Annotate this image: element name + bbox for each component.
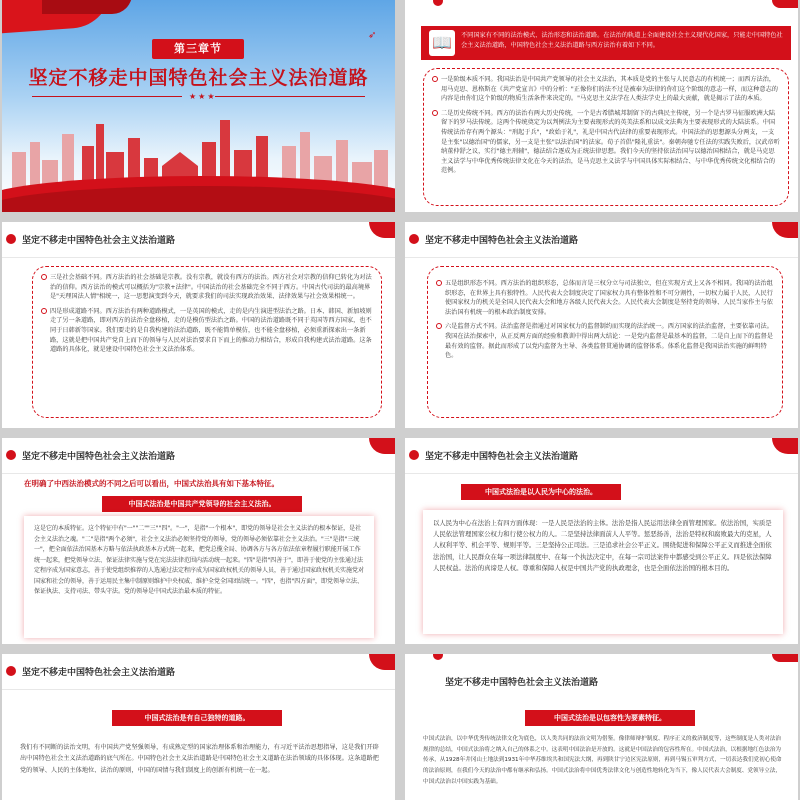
slide-header bbox=[405, 438, 798, 474]
content-box bbox=[423, 68, 789, 206]
bullet-icon bbox=[41, 274, 47, 280]
corner-decoration bbox=[369, 438, 395, 454]
point-1-text: 一是阶级本质不同。我国法治是中国共产党领导的社会主义法治，其本质是党的主张与人民意志的有机统一；而西方法治，用马克思、恩格斯在《共产党宣言》中的分析："正像你们的法不过是被奉为法律的你们这个阶级的意志一样，而这种意志的内容是由你们这个阶级的物质生活条件来决定的。"马克思主义法学在人类法学史上的最大贡献，就是揭示了法的本质。 bbox=[441, 76, 778, 103]
cover-title: 坚定不移走中国特色社会主义法治道路 bbox=[28, 67, 369, 89]
bullet-icon bbox=[41, 308, 47, 314]
header-title: 坚定不移走中国特色社会主义法治道路 bbox=[22, 236, 176, 246]
slide-top-bar bbox=[405, 654, 798, 662]
feature-text: 这是它的本质特征。这个特征中有"一""二""三""四"。"一"，是指"一个根本"，即党的领导是社会主义法治的根本保证，是社会主义法治之魂。"二"是指"两个必须"，社会主义法治必须坚持党的领导，党的领导必须依靠社会主义法治。"三"是指"三统一"，把全面依法治国基本方略与依法执政基本方式统一起来，把党总揽全局、协调各方与各方依法依章程履行职能开展工作统一起来，把党领导立法、保证法律实施与党在宪法法律范围内活动统一起来。"四"是指"四善于"，即善于使党的主张通过法定程序成为国家意志，善于使党组织推荐的人选通过法定程序成为国家政权机关的领导人员，善于通过国家政权机关实施党对国家和社会的领导，善于运用民主集中制原则维护中央权威、维护全党全国团结统一。"四"，也指"四方面"，即党领导立法、保证执法、支持司法、带头守法。党的领导是中国式法治最本质的特征。 bbox=[34, 525, 365, 595]
bullet-icon bbox=[436, 323, 442, 329]
feature-bar: 中国式法治是以人民为中心的法治。 bbox=[461, 484, 621, 500]
slide-unique-path bbox=[2, 654, 395, 800]
header-dot bbox=[6, 450, 16, 460]
feature-panel bbox=[423, 510, 783, 634]
chapter-badge: 第三章节 bbox=[152, 39, 244, 59]
header-dot bbox=[6, 666, 16, 676]
corner-decoration bbox=[369, 222, 395, 238]
header-title: 坚定不移走中国特色社会主义法治道路 bbox=[425, 452, 579, 462]
header-dot bbox=[409, 234, 419, 244]
point-2-text: 二是历史传统不同。西方的法治有两大历史传统，一个是古希腊城邦制留下的古典民主传统，另一个是古罗马征服欧洲大陆留下的罗马法传统。这两个传统奠定为以判例法为主要表现形式的英美法系和以成文法典为主要表现形式的大陆法系。中国传统法治存有两个源头："刑起于兵"，"政始于礼"，礼是中国古代法律的重要表现形式。中国法治的思想源头分两支，一支是主张"以德治国"的儒家，另一支是主张"以法治国"的法家。荀子首倡"隆礼重法"。秦朝奔驰专任法的实践失败后，汉武帝听纳董仲舒之议，实行"德主刑辅"，德法结合逐成为正统法律思想。我们今天的坚持依法治国与以德治国相结合，就是马克思主义法学与中华优秀传统法律文化在今天的法治，是马克思主义法学与中国具体实际相结合、与中华优秀传统文化相结合的范例。 bbox=[441, 109, 780, 175]
slide-header bbox=[405, 664, 798, 700]
feature-text: 中国式法治，以中华优秀传统法律文化为底色，以人类共同的法治文明为借鉴。像律师辩护制度、程序正义的救济制度等，这些制度是人类对法治规律的总结，中国式法治将之纳入自己的体系之中。这表明中国法治是开放的。这就是中国法治的包容性所在。中国式法治，以根据地红色法治为传承，从1928年井冈山土地法到1931年中华苏维埃共和国宪法大纲，再到陕甘宁边区宪法原则，再到马锡五审判方式，一切表达我们党初心使命的法治原则，在我们今天的法治中都有继承和弘扬。中国式法治将中国优秀法律文化与创造性地转化为当下，像人民代表大会制度、党领导立法，中国式法治以中国实践为基础。 bbox=[423, 736, 782, 785]
point-5 bbox=[436, 279, 774, 317]
header-dot bbox=[6, 234, 16, 244]
point-4-text: 四是形成道路不同。西方法治有两种道路模式，一是英国的模式，走的是内生演进型法治之路。日本、韩国、新加坡则走了另一条道路，即对西方的法治全盘移植，走的是模仿型法治之路。中国的法治道路既不同于英国等西方国家，也不同于日韩新等国家。我们要走的是自我构建的法治道路，既不能简单模仿，也不能全盘移植，必须重新探索出一条新路，这就是把中国共产党自上而下的领导与人民对法治要求自下而上的推动力相结合，形成自我构建式法治道路。这条道路的具体化，就是建设中国特色社会主义法治体系。 bbox=[50, 307, 372, 354]
slide-header bbox=[2, 438, 395, 474]
lead-sentence: 在明确了中西法治模式的不同之后可以看出，中国式法治具有如下基本特征。 bbox=[24, 479, 279, 488]
slide-header bbox=[2, 654, 395, 690]
slide-top-bar bbox=[405, 0, 798, 8]
point-1 bbox=[432, 75, 780, 104]
point-5-text: 五是组织形态不同。西方法治的组织形态，总体而言是三权分立与司法独立，但在实现方式上又各不相同。我国的法治组织形态，在世界上具有独特性。人民代表大会制度决定了国家权力具有整体性和不可分割性，一切权力属于人民，人民行使国家权力的机关是全国人民代表大会和地方各级人民代表大会。人民代表大会制度是坚持党的领导、人民当家作主与依法治国有机统一的根本政治制度安排。 bbox=[445, 280, 773, 316]
title-divider-right bbox=[215, 96, 365, 97]
header-title: 坚定不移走中国特色社会主义法治道路 bbox=[22, 668, 176, 678]
title-divider-left bbox=[32, 96, 182, 97]
cover-slide bbox=[2, 0, 395, 212]
star-icon: ★★★ bbox=[189, 92, 217, 101]
header-title: 坚定不移走中国特色社会主义法治道路 bbox=[445, 678, 599, 688]
red-flag-fold bbox=[42, 0, 132, 14]
slide-people-centered bbox=[405, 438, 798, 644]
intro-banner bbox=[421, 26, 791, 60]
corner-decoration bbox=[772, 0, 798, 8]
bullet-icon bbox=[432, 76, 438, 82]
corner-decoration bbox=[772, 438, 798, 454]
header-title: 坚定不移走中国特色社会主义法治道路 bbox=[425, 236, 579, 246]
header-dot bbox=[433, 0, 443, 6]
point-6-text: 六是监督方式不同。法治监督是指通过对国家权力的监督制约而实现的法治统一。西方国家的法治监督，主要依靠司法。我国在法治探索中，从正反两方面的经验和教训中得出两大结论：一是党内监督是最基本的监督，二是自上而下的监督是最有效的监督。据此而形成了以党内监督为主导、各类监督贯通协调的监督体系。体系化监督是我国法治实施的鲜明特色。 bbox=[445, 323, 773, 360]
slide-social-foundation bbox=[2, 222, 395, 428]
header-dot bbox=[433, 654, 443, 660]
header-title: 坚定不移走中国特色社会主义法治道路 bbox=[22, 452, 176, 462]
feature-text: 以人民为中心在法治上有四方面体现：一是人民是法治的主体。法治是指人民运用法律全面管理国家。依法治国，实质是人民依法管理国家公权力和行使公权力的人。二是坚持法律面前人人平等。惩恶扬善，法治是特权和腐败最大的克星，人人权利平等、机会平等、规则平等。三是坚持公正司法。三是追求社会公平正义。围绕促进和保障公平正义而推进全面依法治国，让人民群众在每一项法律制度中、在每一个执法决定中，在每一宗司法案件中都感受到公平正义。四是依法保障人民权益。法治的真谛是人权。尊重和保障人权是中国共产党的执政理念，也是全面依法治国的根本目的。 bbox=[433, 519, 772, 572]
feature-text: 我们有不同断的法治文明，有中国共产党坚强领导，有成熟定型的国家治理体系和治理能力，有习近平法治思想指导，这是我们开辟出中国特色社会主义法治道路的底气所在。中国特色社会主义法治道路是中国特色社会主义道路在法治领域的具体体现。这条道路把党的领导、人民的主体地位、法治的原则，中国的国情与我们制度上的创新有机统一在一起。 bbox=[20, 744, 379, 774]
feature-bar: 中国式法治是有自己独特的道路。 bbox=[112, 710, 282, 726]
book-icon: 📖 bbox=[429, 30, 455, 56]
content-box bbox=[427, 266, 783, 418]
header-dot bbox=[409, 450, 419, 460]
corner-decoration bbox=[369, 654, 395, 670]
feature-bar: 中国式法治是以包容性为要素特征。 bbox=[525, 710, 695, 726]
intro-text: 不同国家有不同的法治模式、法治形态和法治道路。在法治的轨道上全面建设社会主义现代化国家，只能走中国特色社会主义法治道路，中国特色社会主义法治道路与西方法治有着如下不同。 bbox=[461, 32, 783, 49]
point-3-text: 三是社会基础不同。西方法治的社会基础是宗教。没有宗教，就没有西方的法治。西方社会对宗教的信仰已转化为对法治的信仰。西方法治的模式可以概括为"宗教+法律"。中国法治的社会基础完全不同于西方。中国古代司法的最高境界是"天理国法人情"相统一，这一思想演变到今天，就要求我们的司法实现政治效果、法律效果与社会效果相统一。 bbox=[50, 274, 372, 301]
feature-panel bbox=[24, 516, 374, 638]
slide-historic-differences bbox=[405, 0, 798, 212]
point-3 bbox=[41, 273, 373, 302]
corner-decoration bbox=[772, 222, 798, 238]
bullet-icon bbox=[436, 280, 442, 286]
content-box bbox=[32, 266, 382, 418]
point-6 bbox=[436, 322, 774, 360]
dove-icon: ➶ bbox=[368, 30, 377, 41]
slide-header bbox=[2, 222, 395, 258]
bullet-icon bbox=[432, 110, 438, 116]
slide-inclusiveness bbox=[405, 654, 798, 800]
slide-header bbox=[405, 222, 798, 258]
point-2 bbox=[432, 109, 780, 176]
slide-organization-supervision bbox=[405, 222, 798, 428]
point-4 bbox=[41, 307, 373, 355]
corner-decoration bbox=[772, 654, 798, 662]
feature-bar: 中国式法治是中国共产党领导的社会主义法治。 bbox=[102, 496, 302, 512]
slide-party-leadership bbox=[2, 438, 395, 644]
